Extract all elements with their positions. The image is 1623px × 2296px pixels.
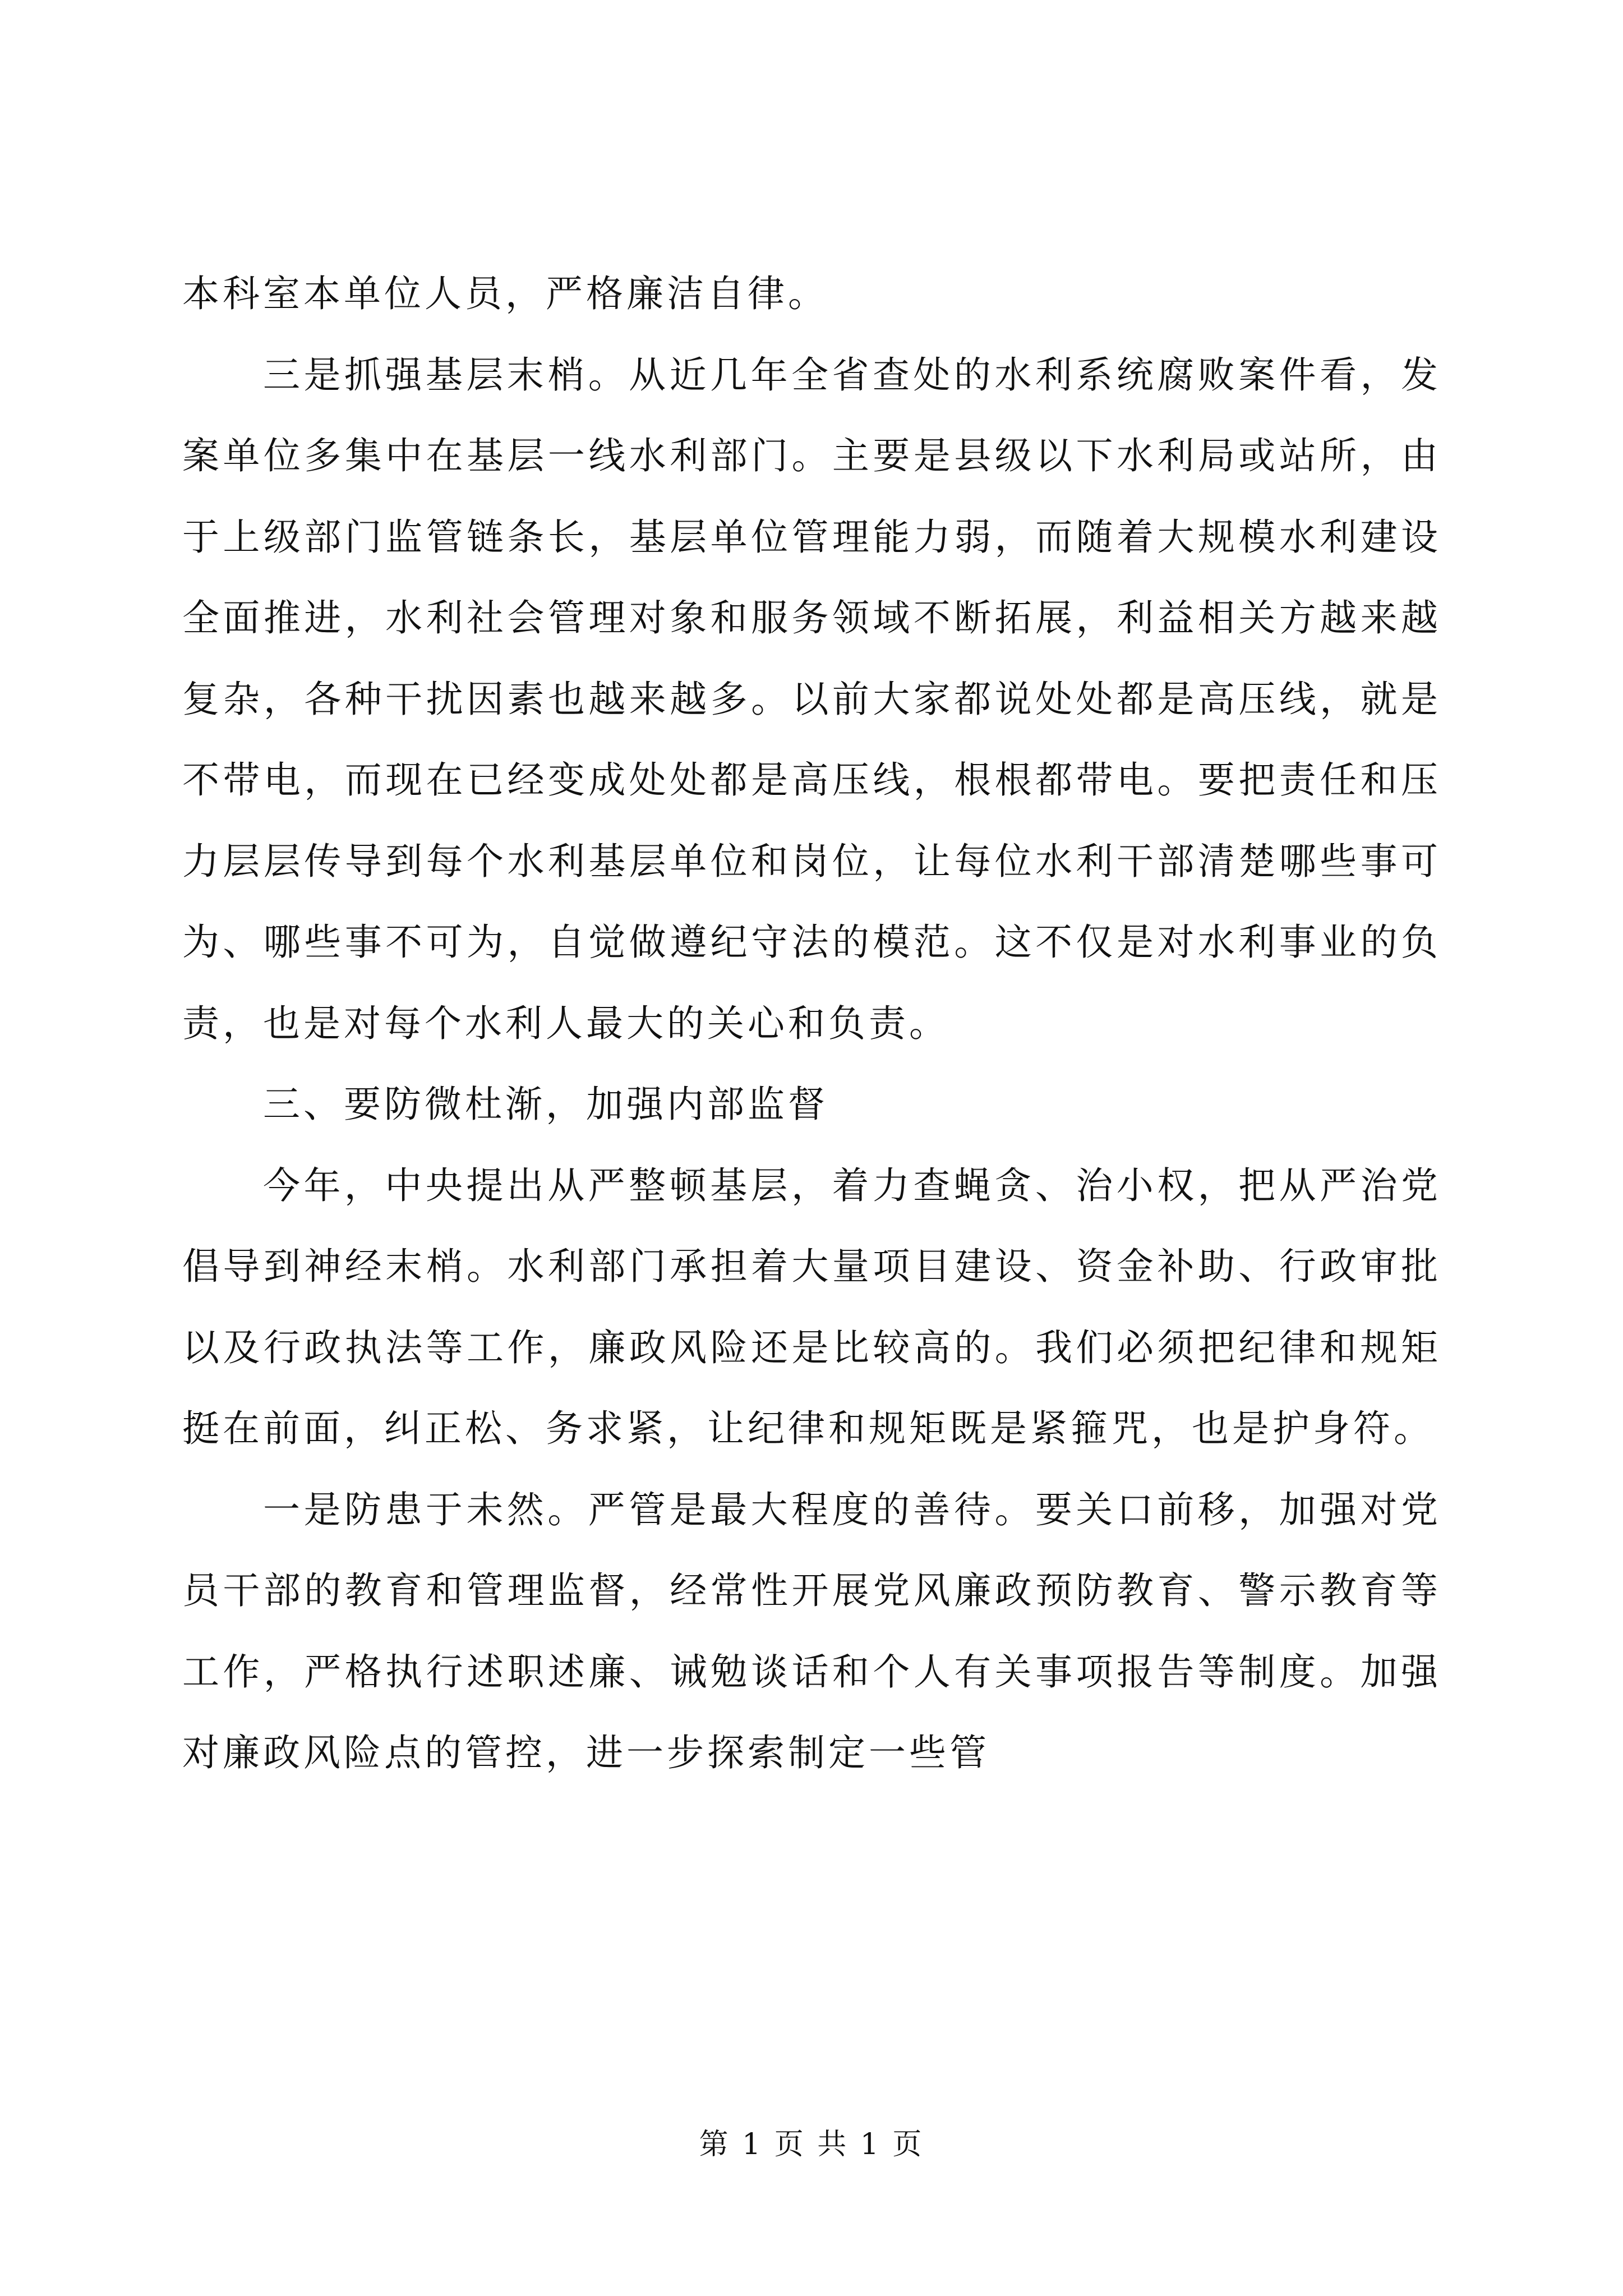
paragraph-supervision: 今年，中央提出从严整顿基层，着力查蝇贪、治小权，把从严治党倡导到神经末梢。水利部门承担着大量项目建设、资金补助、行政审批以及行政执法等工作，廉政风险还是比较高的。我们必须把纪律和规矩挺在前面，纠正松、务求紧，让纪律和规矩既是紧箍咒，也是护身符。 <box>182 1163 1441 1450</box>
section-heading: 三、要防微杜渐，加强内部监督 <box>263 1083 828 1126</box>
document-body <box>182 254 1441 1794</box>
paragraph-grassroots: 三是抓强基层末梢。从近几年全省查处的水利系统腐败案件看，发案单位多集中在基层一线水利部门。主要是县级以下水利局或站所，由于上级部门监管链条长，基层单位管理能力弱，而随着大规模水利建设全面推进，水利社会管理对象和服务领域不断拓展，利益相关方越来越复杂，各种干扰因素也越来越多。以前大家都说处处都是高压线，就是不带电，而现在已经变成处处都是高压线，根根都带电。要把责任和压力层层传导到每个水利基层单位和岗位，让每位水利干部清楚哪些事可为、哪些事不可为，自觉做遵纪守法的模范。这不仅是对水利事业的负责，也是对每个水利人最大的关心和负责。 <box>182 353 1441 1045</box>
paragraph-prevention: 一是防患于未然。严管是最大程度的善待。要关口前移，加强对党员干部的教育和管理监督，经常性开展党风廉政预防教育、警示教育等工作，严格执行述职述廉、诫勉谈话和个人有关事项报告等制度。加强对廉政风险点的管控，进一步探索制定一些管 <box>182 1488 1441 1774</box>
paragraph-continuation: 本科室本单位人员，严格廉洁自律。 <box>182 272 828 315</box>
page-footer: 第 1 页 共 1 页 <box>699 2128 924 2161</box>
